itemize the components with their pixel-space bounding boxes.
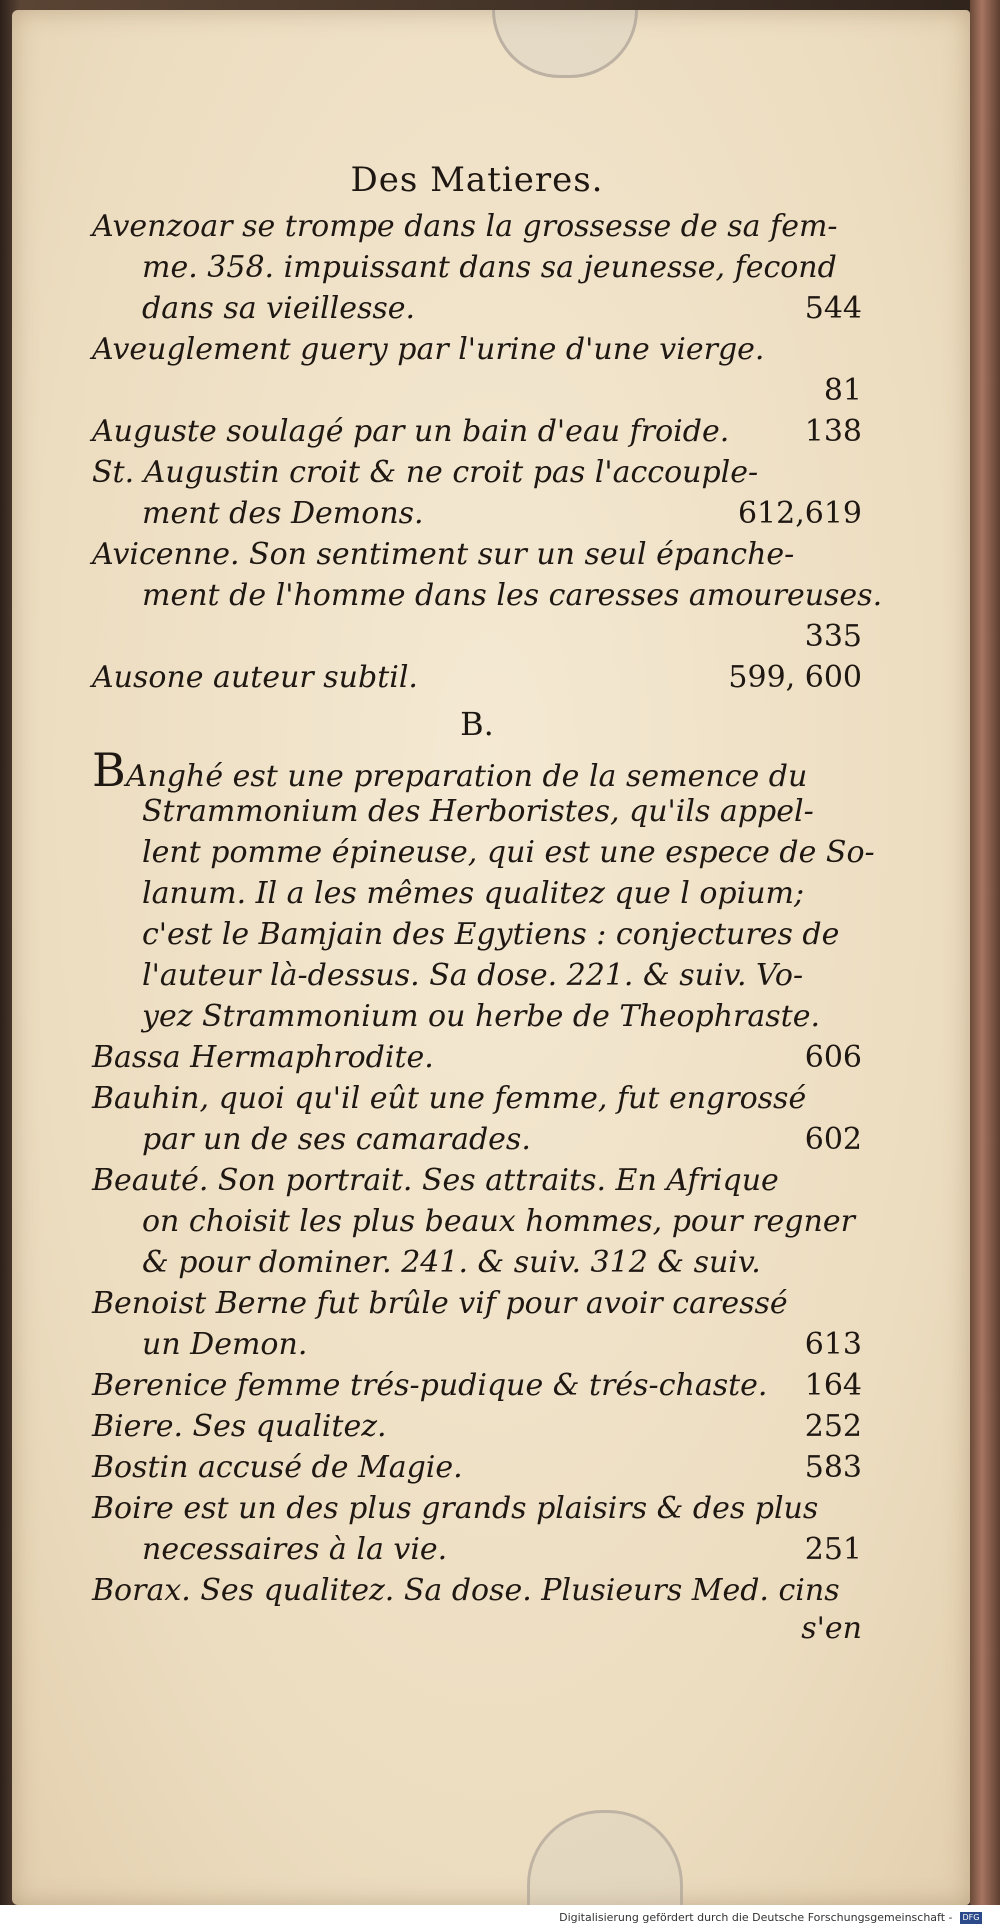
page-number: 613 (804, 1327, 862, 1362)
entry-text: un Demon. (142, 1327, 308, 1362)
entry-line (92, 1078, 862, 1119)
entry-text: dans sa vieillesse. (142, 291, 416, 326)
entry-text: Berenice femme trés-pudique & trés-chaste. (92, 1368, 768, 1403)
entry-line (92, 370, 862, 411)
entry-text: yez Strammonium ou herbe de Theophraste. (142, 999, 821, 1034)
entry-text: on choisit les plus beaux hommes, pour regner (142, 1204, 855, 1239)
entry-line (92, 575, 883, 616)
book-edge (970, 0, 1000, 1905)
entry-line (92, 493, 862, 534)
entry-line (92, 1324, 862, 1365)
entry-line (92, 452, 862, 493)
entry-text: Borax. Ses qualitez. Sa dose. Plusieurs Med. cins (92, 1573, 840, 1608)
page-number: 544 (804, 291, 862, 326)
index-entry (92, 1160, 862, 1283)
entry-line (92, 411, 862, 452)
entry-text: Beauté. Son portrait. Ses attraits. En Afrique (92, 1163, 779, 1198)
entry-line (92, 206, 862, 247)
entry-line (92, 616, 862, 657)
page-number: 252 (804, 1409, 862, 1444)
book-page (12, 10, 970, 1905)
entry-line (92, 657, 862, 698)
index-entry (92, 206, 862, 329)
index-entry (92, 1406, 862, 1447)
entry-line (92, 1037, 862, 1078)
entry-line (92, 329, 862, 370)
index-entry (92, 452, 862, 534)
index-entry (92, 1447, 862, 1488)
entry-text: Avicenne. Son sentiment sur un seul épanche- (92, 537, 795, 572)
entry-text: Strammonium des Herboristes, qu'ils appel- (142, 794, 814, 829)
footer (0, 1905, 1000, 1931)
entry-line (92, 1447, 862, 1488)
entry-line (92, 873, 862, 914)
page-number: 138 (804, 414, 862, 449)
entry-line (92, 1160, 862, 1201)
entry-line (92, 1529, 862, 1570)
entry-line (92, 914, 862, 955)
page-title: Des Matieres. (350, 160, 604, 200)
entry-line (92, 1201, 862, 1242)
entry-text: Bostin accusé de Magie. (92, 1450, 463, 1485)
entry-line (92, 1570, 862, 1611)
entry-text: ment des Demons. (142, 496, 424, 531)
entry-line (92, 743, 862, 797)
entry-line (92, 1119, 862, 1160)
entries-b (92, 743, 875, 1611)
entries-a (92, 206, 883, 698)
entry-text: Ausone auteur subtil. (92, 660, 418, 695)
entry-line (92, 955, 862, 996)
index-entry (92, 1037, 862, 1078)
entry-text: lent pomme épineuse, qui est une espece de So- (142, 835, 875, 870)
entry-line (92, 791, 862, 832)
page-number: 164 (804, 1368, 862, 1403)
page-number: 612,619 (737, 496, 862, 531)
page-number: 335 (804, 619, 862, 654)
index-text (92, 160, 883, 1652)
entry-line (92, 1488, 862, 1529)
entry-line (92, 1283, 862, 1324)
entry-text: Anghé est une preparation de la semence du (125, 759, 808, 794)
entry-text: & pour dominer. 241. & suiv. 312 & suiv. (142, 1245, 761, 1280)
index-entry (92, 1283, 862, 1365)
entry-line (92, 832, 875, 873)
index-entry (92, 1488, 862, 1570)
footer-text: Digitalisierung gefördert durch die Deutsche Forschungsgemeinschaft - (559, 1911, 953, 1924)
index-entry (92, 657, 862, 698)
entry-line (92, 1242, 862, 1283)
entry-text: me. 358. impuissant dans sa jeunesse, fecond (142, 250, 837, 285)
page-number: 81 (823, 373, 862, 408)
entry-text: necessaires à la vie. (142, 1532, 448, 1567)
page-clip-top (492, 10, 638, 78)
entry-text: c'est le Bamjain des Egytiens : conjectures de (142, 917, 840, 952)
entry-text: ment de l'homme dans les caresses amoureuses. (142, 578, 883, 613)
dfg-logo-icon: DFG (960, 1912, 982, 1924)
page-number: 583 (804, 1450, 862, 1485)
index-entry (92, 534, 883, 657)
entry-text: par un de ses camarades. (142, 1122, 531, 1157)
entry-line (92, 247, 862, 288)
index-entry (92, 411, 862, 452)
entry-text: Bauhin, quoi qu'il eût une femme, fut engrossé (92, 1081, 807, 1116)
index-entry (92, 1570, 862, 1611)
entry-text: lanum. Il a les mêmes qualitez que l opium; (142, 876, 805, 911)
entry-line (92, 534, 862, 575)
page-number: 602 (804, 1122, 862, 1157)
section-letter: B. (460, 705, 494, 743)
index-entry (92, 743, 875, 1037)
entry-line (92, 288, 862, 329)
entry-text: Aveuglement guery par l'urine d'une vierge. (92, 332, 765, 367)
index-entry (92, 1365, 862, 1406)
entry-text: Benoist Berne fut brûle vif pour avoir caressé (92, 1286, 788, 1321)
catchword: s'en (801, 1611, 862, 1646)
page-number: 599, 600 (728, 660, 862, 695)
entry-text: Biere. Ses qualitez. (92, 1409, 387, 1444)
page-number: 606 (804, 1040, 862, 1075)
entry-text: Bassa Hermaphrodite. (92, 1040, 434, 1075)
index-entry (92, 1078, 862, 1160)
index-entry (92, 329, 862, 411)
entry-text: Auguste soulagé par un bain d'eau froide. (92, 414, 730, 449)
drop-cap: B (92, 743, 126, 797)
entry-text: Boire est un des plus grands plaisirs & des plus (92, 1491, 819, 1526)
entry-text: St. Augustin croit & ne croit pas l'accouple- (92, 455, 759, 490)
entry-text: Avenzoar se trompe dans la grossesse de sa fem- (92, 209, 838, 244)
page-number: 251 (804, 1532, 862, 1567)
page-clip-bottom (527, 1810, 683, 1913)
entry-line (92, 1406, 862, 1447)
entry-text: l'auteur là-dessus. Sa dose. 221. & suiv. Vo- (142, 958, 804, 993)
entry-line (92, 1365, 862, 1406)
entry-line (92, 996, 862, 1037)
